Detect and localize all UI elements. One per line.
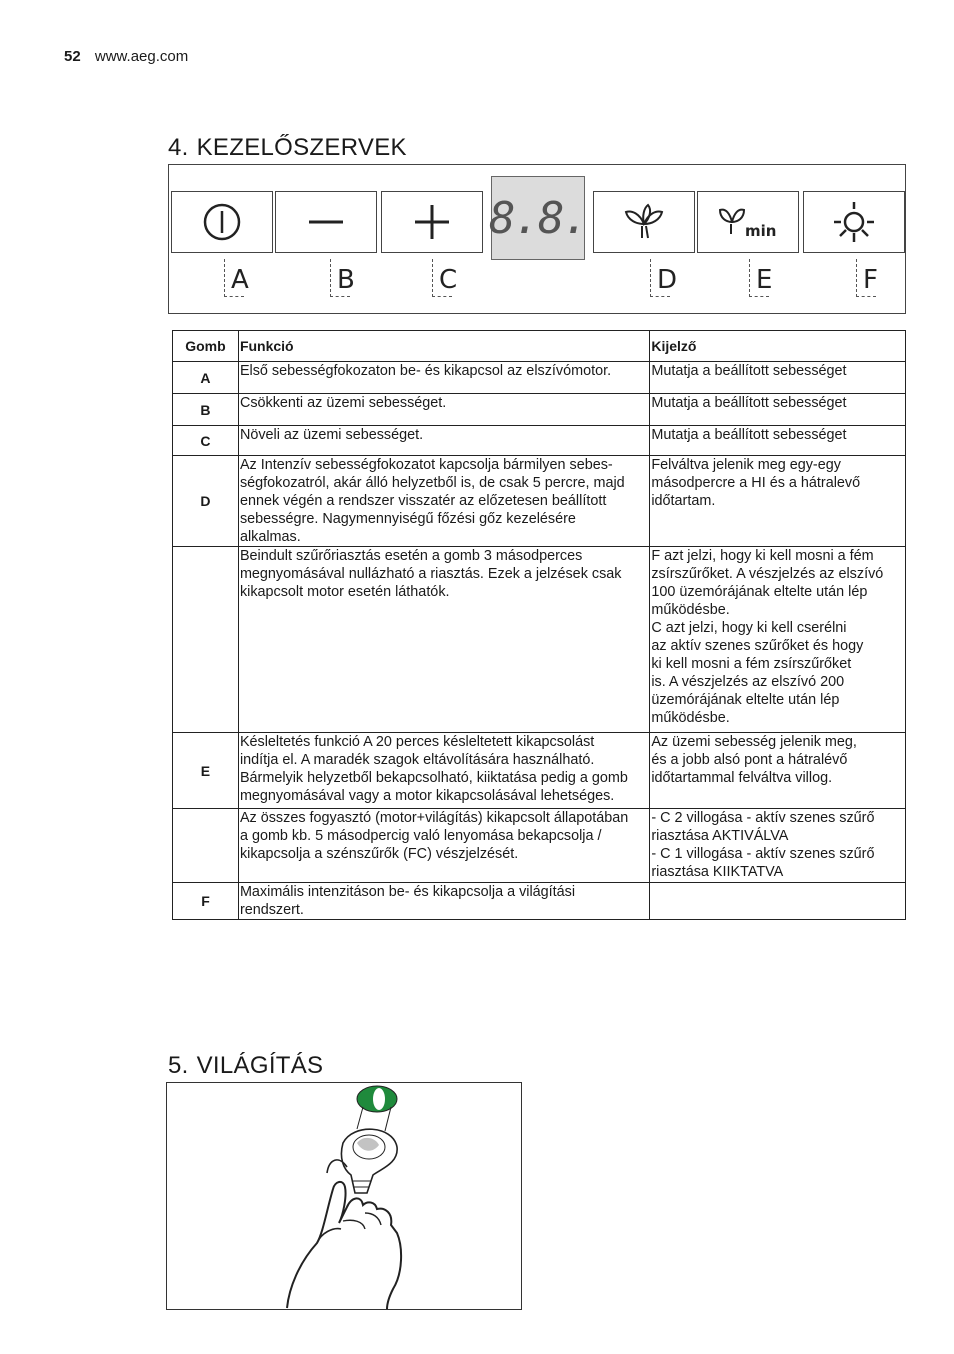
button-d	[593, 191, 695, 253]
column-header-funkcio: Funkció	[238, 331, 649, 362]
cell-text-line: Beindult szűrőriasztás esetén a gomb 3 másodperces	[239, 548, 583, 564]
cell-text-line: Növeli az üzemi sebességet.	[239, 427, 424, 443]
fan-min-icon	[718, 202, 778, 242]
section-4-heading: KEZELŐSZERVEK	[196, 134, 407, 161]
label-f: F	[863, 265, 878, 295]
section-4-number: 4.	[168, 134, 189, 161]
cell-text-line: a gomb kb. 5 másodpercig való lenyomása bekapcsolja /	[239, 828, 602, 844]
cell-text-line: rendszert.	[239, 902, 304, 918]
cell-text-line: megnyomásával vagy a motor kikapcsolásával lehetséges.	[239, 788, 615, 804]
label-a: A	[231, 265, 249, 295]
cell-text-line: és a jobb alsó pont a hátralévő	[651, 752, 848, 768]
table-header-row	[173, 331, 906, 362]
section-5-number: 5.	[168, 1052, 189, 1079]
cell-kijelzo	[650, 883, 906, 920]
table-row	[173, 394, 906, 426]
cell-funkcio	[238, 547, 649, 733]
hand-bulb-drawing	[167, 1083, 521, 1309]
seven-segment-display	[491, 176, 585, 260]
callout-line-f	[856, 259, 857, 297]
cell-text-line: zsírszűrőket. A vészjelzés az elszívó	[651, 566, 884, 582]
cell-text-line: ki kell mosni a fém zsírszűrőket	[651, 656, 852, 672]
cell-funkcio	[238, 809, 649, 883]
light-icon	[832, 200, 876, 244]
cell-text-line: F azt jelzi, hogy ki kell mosni a fém	[651, 548, 874, 564]
cell-gomb: B	[173, 394, 239, 426]
table-row	[173, 809, 906, 883]
control-panel-figure	[168, 164, 906, 314]
label-d: D	[657, 265, 678, 295]
table-row	[173, 426, 906, 456]
cell-text-line: - C 2 villogása - aktív szenes szűrő	[651, 810, 875, 826]
section-4-title	[168, 134, 407, 162]
cell-text-line: időtartammal felváltva villog.	[651, 770, 833, 786]
label-e: E	[756, 265, 773, 295]
section-5-title	[168, 1052, 323, 1080]
cell-kijelzo	[650, 547, 906, 733]
cell-text-line: 100 üzemórájának eltelte után lép	[651, 584, 868, 600]
callout-bracket-d	[650, 296, 670, 297]
cell-text-line: megnyomásával nullázható a riasztás. Ezek a jelzések csak	[239, 566, 622, 582]
cell-funkcio	[238, 733, 649, 809]
callout-line-a	[224, 259, 225, 297]
cell-text-line: Az üzemi sebesség jelenik meg,	[651, 734, 857, 750]
fan-icon	[622, 202, 666, 242]
cell-funkcio	[238, 426, 649, 456]
cell-text-line: Csökkenti az üzemi sebességet.	[239, 395, 447, 411]
cell-text-line: Bármelyik helyzetből bekapcsolható, kiiktatása pedig a gomb	[239, 770, 628, 786]
button-a	[171, 191, 273, 253]
cell-text-line: ennek végén a rendszer visszatér az előzetesen beállított	[239, 493, 607, 509]
cell-text-line: C azt jelzi, hogy ki kell cserélni	[651, 620, 847, 636]
cell-text-line: riasztása AKTIVÁLVA	[651, 828, 789, 844]
cell-text-line: is. A vészjelzés az elszívó 200	[651, 674, 845, 690]
callout-bracket-b	[330, 296, 350, 297]
cell-gomb	[173, 809, 239, 883]
table-row	[173, 456, 906, 547]
cell-text-line: az aktív szenes szűrőket és hogy	[651, 638, 864, 654]
table-row	[173, 547, 906, 733]
cell-funkcio	[238, 883, 649, 920]
button-e	[697, 191, 799, 253]
button-c	[381, 191, 483, 253]
cell-funkcio	[238, 394, 649, 426]
cell-text-line: Mutatja a beállított sebességet	[651, 395, 847, 411]
cell-text-line: üzemórájának eltelte után lép	[651, 692, 840, 708]
cell-text-line: Mutatja a beállított sebességet	[651, 363, 847, 379]
section-5-heading: VILÁGÍTÁS	[196, 1052, 324, 1079]
callout-line-e	[749, 259, 750, 297]
cell-gomb	[173, 547, 239, 733]
plus-icon	[412, 202, 452, 242]
power-icon	[202, 202, 242, 242]
cell-text-line: ségfokozatról, akár álló helyzetből is, de csak 5 percre, majd	[239, 475, 625, 491]
page-number: 52	[64, 48, 81, 65]
cell-kijelzo	[650, 426, 906, 456]
controls-table	[172, 330, 906, 920]
cell-kijelzo	[650, 733, 906, 809]
cell-text-line: riasztása KIIKTATVA	[651, 864, 784, 880]
cell-text-line: működésbe.	[651, 710, 730, 726]
cell-gomb: C	[173, 426, 239, 456]
column-header-kijelzo: Kijelző	[650, 331, 906, 362]
page-header	[64, 48, 188, 65]
cell-text-line: Felváltva jelenik meg egy-egy	[651, 457, 841, 473]
callout-bracket-f	[856, 296, 876, 297]
display-digits: 8.8.	[489, 192, 587, 244]
cell-gomb: E	[173, 733, 239, 809]
cell-gomb: D	[173, 456, 239, 547]
lamp-replacement-illustration	[166, 1082, 522, 1310]
callout-bracket-e	[749, 296, 769, 297]
callout-line-b	[330, 259, 331, 297]
callout-line-d	[650, 259, 651, 297]
cell-text-line: Az összes fogyasztó (motor+világítás) kikapcsolt állapotában	[239, 810, 629, 826]
minus-icon	[306, 202, 346, 242]
cell-text-line: Maximális intenzitáson be- és kikapcsolja a világítási	[239, 884, 576, 900]
callout-line-c	[432, 259, 433, 297]
cell-text-line: Első sebességfokozaton be- és kikapcsol az elszívómotor.	[239, 363, 612, 379]
cell-text-line: másodpercre a HI és a hátralevő	[651, 475, 861, 491]
cell-kijelzo	[650, 809, 906, 883]
cell-text-line: indítja el. A maradék szagok eltávolítására használható.	[239, 752, 595, 768]
callout-bracket-c	[432, 296, 452, 297]
cell-text-line: - C 1 villogása - aktív szenes szűrő	[651, 846, 875, 862]
cell-kijelzo	[650, 456, 906, 547]
table-body	[173, 362, 906, 920]
table-row	[173, 883, 906, 920]
cell-text-line: sebességre. Nagymennyiségű főzési gőz kezelésére	[239, 511, 576, 527]
callout-bracket-a	[224, 296, 244, 297]
cell-kijelzo	[650, 394, 906, 426]
cell-text-line: Késleltetés funkció A 20 perces késleltetett kikapcsolást	[239, 734, 595, 750]
cell-text-line: időtartam.	[651, 493, 716, 509]
cell-text-line: Mutatja a beállított sebességet	[651, 427, 847, 443]
cell-gomb: F	[173, 883, 239, 920]
cell-funkcio	[238, 456, 649, 547]
button-f	[803, 191, 905, 253]
site-url[interactable]: www.aeg.com	[94, 48, 189, 65]
cell-text-line: működésbe.	[651, 602, 730, 618]
cell-text-line: kikapcsolja a szénszűrők (FC) vészjelzését.	[239, 846, 519, 862]
cell-gomb: A	[173, 362, 239, 394]
cell-kijelzo	[650, 362, 906, 394]
cell-text-line: Az Intenzív sebességfokozatot kapcsolja bármilyen sebes-	[239, 457, 613, 473]
label-c: C	[439, 265, 458, 295]
cell-text-line: alkalmas.	[239, 529, 301, 545]
table-row	[173, 733, 906, 809]
fan-min-label: min	[745, 222, 777, 240]
cell-text-line: kikapcsolt motor esetén láthatók.	[239, 584, 450, 600]
column-header-gomb: Gomb	[173, 331, 239, 362]
button-b	[275, 191, 377, 253]
cell-funkcio	[238, 362, 649, 394]
table-row	[173, 362, 906, 394]
label-b: B	[337, 265, 355, 295]
